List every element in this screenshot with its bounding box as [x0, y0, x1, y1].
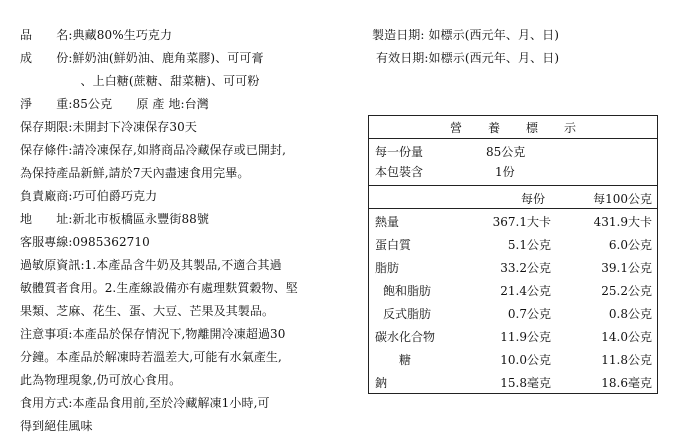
nutrient-row	[369, 301, 657, 324]
servings-per-pack-value: 1份	[495, 165, 515, 179]
expiry-date-line: 有效日期:如標示(西元年、月、日)	[376, 51, 560, 65]
nutrient-per-serving: 0.7公克	[507, 307, 551, 321]
nutrient-per-serving: 5.1公克	[507, 238, 551, 252]
nutrient-per-serving: 21.4公克	[500, 284, 551, 298]
notes-line-1: 注意事項:本產品於保存情況下,物離開冷凍超過30	[20, 327, 286, 341]
allergen-line-2: 敏體質者食用。2.生產線設備亦有處理麩質穀物、堅	[20, 281, 298, 295]
storage-line-1: 保存條件:請冷凍保存,如將商品冷藏保存或已開封,	[20, 143, 287, 157]
usage-line-2: 得到絕佳風味	[20, 419, 93, 433]
nutrient-per-serving: 33.2公克	[500, 261, 551, 275]
usage-line-1: 食用方式:本產品食用前,至於冷藏解凍1小時,可	[20, 396, 270, 410]
ingredients-line-2: 、上白糖(蔗糖、甜菜糖)、可可粉	[20, 74, 260, 88]
servings-per-pack-row	[369, 163, 657, 183]
nutrient-name: 鈉	[375, 376, 388, 390]
nutrient-row	[369, 278, 657, 301]
nutrient-row	[369, 370, 657, 393]
nutrient-name: 蛋白質	[375, 238, 412, 252]
servings-per-pack-label: 本包裝含	[375, 165, 424, 179]
nutrient-name: 糖	[399, 353, 412, 367]
nutrient-name: 碳水化合物	[375, 330, 436, 344]
nutrient-per-100g: 431.9大卡	[593, 215, 652, 229]
nutrition-title: 營養標示	[369, 116, 657, 139]
allergen-line-3: 果類、芝麻、花生、蛋、大豆、芒果及其製品。	[20, 304, 275, 318]
nutrient-row	[369, 255, 657, 278]
per-100g-header: 每100公克	[593, 192, 652, 206]
nutrient-per-100g: 18.6毫克	[601, 376, 652, 390]
serving-size-value: 85公克	[486, 145, 526, 159]
serving-size-label: 每一份量	[375, 145, 424, 159]
manufacture-date-line: 製造日期: 如標示(西元年、月、日)	[372, 28, 560, 42]
nutrient-row	[369, 324, 657, 347]
nutrient-name: 脂肪	[375, 261, 400, 275]
storage-line-2: 為保持產品新鮮,請於7天內盡速食用完畢。	[20, 166, 250, 180]
ingredients-line-1: 成 份:鮮奶油(鮮奶油、鹿角菜膠)、可可膏	[20, 51, 264, 65]
nutrient-per-100g: 39.1公克	[601, 261, 652, 275]
nutrient-per-serving: 15.8毫克	[500, 376, 551, 390]
nutrient-per-100g: 11.8公克	[601, 353, 652, 367]
nutrient-per-100g: 14.0公克	[601, 330, 652, 344]
product-name-line: 品 名:典藏80%生巧克力	[20, 28, 173, 42]
column-header-row	[369, 186, 657, 209]
notes-line-3: 此為物理現象,仍可放心食用。	[20, 373, 182, 387]
nutrient-per-serving: 11.9公克	[500, 330, 551, 344]
net-weight-line: 淨 重:85公克 原 產 地:台灣	[20, 97, 209, 111]
nutrient-rows	[369, 209, 657, 393]
manufacturer-line: 負責廠商:巧可伯爵巧克力	[20, 189, 158, 203]
allergen-line-1: 過敏原資訊:1.本產品含牛奶及其製品,不適合其過	[20, 258, 282, 272]
nutrient-row	[369, 347, 657, 370]
nutrition-table	[368, 115, 658, 394]
nutrient-name: 熱量	[375, 215, 400, 229]
address-line: 地 址:新北市板橋區永豐街88號	[20, 212, 210, 226]
nutrient-name: 飽和脂肪	[383, 284, 432, 298]
service-phone-line: 客服專線:0985362710	[20, 235, 150, 249]
serving-size-row	[369, 143, 657, 163]
nutrient-row	[369, 209, 657, 232]
per-serving-header: 每份	[520, 192, 545, 206]
serving-info	[369, 139, 657, 186]
nutrient-per-serving: 367.1大卡	[492, 215, 551, 229]
nutrient-per-100g: 0.8公克	[608, 307, 652, 321]
nutrient-per-serving: 10.0公克	[500, 353, 551, 367]
notes-line-2: 分鐘。本產品於解凍時若溫差大,可能有水氣產生,	[20, 350, 282, 364]
shelf-life-line: 保存期限:未開封下冷凍保存30天	[20, 120, 197, 134]
nutrient-per-100g: 25.2公克	[601, 284, 652, 298]
nutrient-per-100g: 6.0公克	[608, 238, 652, 252]
nutrient-row	[369, 232, 657, 255]
nutrient-name: 反式脂肪	[383, 307, 432, 321]
